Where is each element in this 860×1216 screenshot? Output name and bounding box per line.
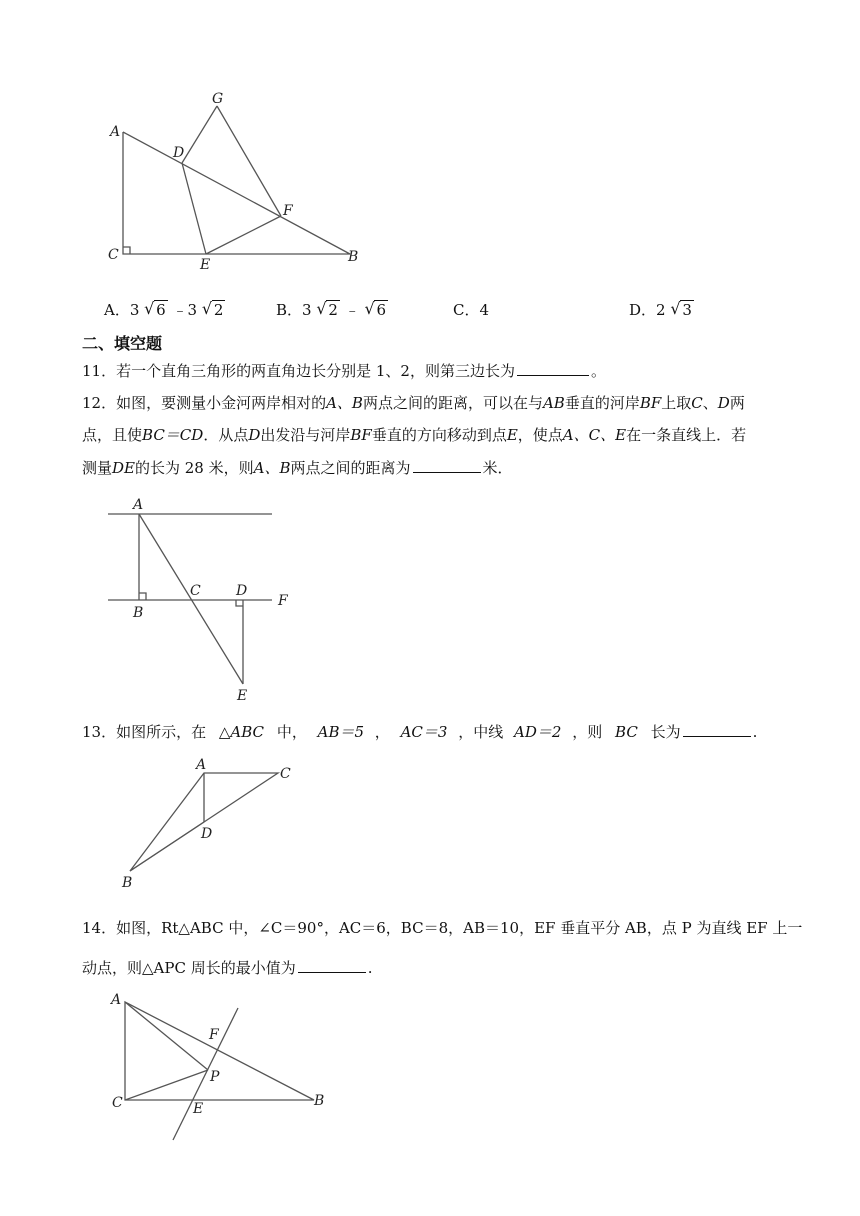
- sqrt-symbol: √ 2: [201, 299, 224, 319]
- q14-end: .: [367, 959, 373, 977]
- q13-label-b: B: [122, 875, 133, 891]
- q12-text: 垂直的方向移动到点: [371, 426, 507, 444]
- option-letter: C．: [453, 301, 480, 319]
- q10-label-b: B: [348, 249, 359, 265]
- q12-text: 上取: [661, 394, 692, 412]
- q12-math: D: [717, 394, 730, 412]
- q14-line-2: [82, 956, 373, 979]
- q13-text-part: 13．如图所示，在: [82, 723, 207, 741]
- q12-math: E: [506, 426, 518, 444]
- q14-label-a: A: [111, 992, 122, 1008]
- q12-line-3: [82, 456, 513, 479]
- q14-label-p: P: [210, 1069, 220, 1085]
- q14-line-ef: [173, 1008, 238, 1140]
- q12-math: A、B: [326, 394, 363, 412]
- section-title: 二、填空题: [82, 334, 163, 353]
- q14-label-b: B: [314, 1093, 325, 1109]
- q12-label-c: C: [190, 583, 201, 599]
- q14-answer-blank[interactable]: [298, 956, 366, 973]
- q10-option-b: [276, 299, 388, 320]
- q12-label-b: B: [133, 605, 144, 621]
- q13-text: [82, 720, 757, 743]
- sqrt-symbol: √ 6: [364, 299, 387, 319]
- q12-text: ，使点: [517, 426, 563, 444]
- q10-figure: [100, 92, 370, 272]
- q12-label-e: E: [237, 688, 248, 704]
- q12-math: D: [248, 426, 261, 444]
- q12-text: 两点之间的距离，可以在与: [362, 394, 543, 412]
- q12-text: ．从点: [203, 426, 249, 444]
- q13-label-d: D: [201, 826, 213, 842]
- q10-label-e: E: [200, 257, 211, 272]
- q12-text: 两: [729, 394, 745, 412]
- q10-segment-dg: [182, 106, 217, 163]
- q10-label-d: D: [173, 145, 185, 161]
- q12-math: DE: [112, 459, 135, 477]
- q13-text-part: ，: [374, 723, 390, 741]
- q10-option-c: [453, 299, 489, 320]
- q12-math: AB: [542, 394, 565, 412]
- q12-math: C: [691, 394, 703, 412]
- q13-text-part: ，则: [572, 723, 603, 741]
- radicand: 3: [682, 301, 692, 319]
- q13-text-part: 中，: [276, 723, 307, 741]
- q13-math: AC＝3: [400, 723, 448, 741]
- q12-text: 米．: [482, 459, 513, 477]
- option-coef: 3: [129, 301, 140, 319]
- q10-triangle-acb: [123, 132, 350, 254]
- q12-text: 垂直的河岸: [564, 394, 640, 412]
- q12-text: 在一条直线上．若: [626, 426, 747, 444]
- q13-math: AB＝5: [317, 723, 365, 741]
- q10-label-g: G: [212, 92, 224, 107]
- option-letter: A．: [104, 301, 130, 319]
- radicand: 2: [328, 301, 338, 319]
- q12-label-f: F: [278, 593, 288, 609]
- option-coef: 3: [302, 301, 312, 319]
- q12-text: 的长为 28 米，则: [135, 459, 254, 477]
- radicand: 6: [156, 301, 166, 319]
- option-letter: D．: [629, 301, 657, 319]
- sqrt-symbol: √ 2: [316, 299, 338, 319]
- q13-text-part: .: [752, 723, 758, 741]
- q12-segment-ae: [139, 514, 243, 684]
- q12-text: 、: [702, 394, 718, 412]
- q14-text-line-1: 14．如图，Rt△ABC 中，∠C＝90°，AC＝6，BC＝8，AB＝10，EF 垂直平分 AB，点 P 为直线 EF 上一: [82, 919, 803, 937]
- q12-line-1: [82, 392, 745, 414]
- option-letter: B．: [276, 301, 303, 319]
- q10-label-c: C: [108, 247, 119, 263]
- option-text: 4: [479, 301, 490, 319]
- q13-text-part: 长为: [650, 723, 681, 741]
- q12-answer-blank[interactable]: [413, 456, 481, 473]
- q14-label-e: E: [193, 1101, 204, 1117]
- q13-label-c: C: [280, 766, 291, 782]
- q10-option-a: [104, 299, 225, 320]
- q12-right-angle-d: [236, 600, 243, 606]
- q12-text: 出发沿与河岸: [260, 426, 351, 444]
- q12-math: BF: [639, 394, 662, 412]
- option-operator: ﹣3: [172, 301, 198, 319]
- q11-text: [82, 359, 606, 382]
- sqrt-symbol: √ 3: [670, 299, 692, 319]
- q14-triangle-abc: [125, 1002, 314, 1100]
- q12-line-2: [82, 424, 746, 446]
- radicand: 6: [376, 301, 387, 319]
- q11-prompt: 11．若一个直角三角形的两直角边长分别是 1、2，则第三边长为: [82, 362, 515, 380]
- q12-math: A、C、E: [562, 426, 627, 444]
- q14-label-c: C: [112, 1095, 123, 1111]
- q13-figure: [110, 756, 300, 892]
- q11-end: 。: [590, 362, 606, 380]
- q10-label-f: F: [283, 203, 293, 219]
- q12-math: BC＝CD: [142, 426, 204, 444]
- q12-math: A、B: [253, 459, 291, 477]
- sqrt-symbol: √ 6: [144, 299, 166, 319]
- q14-figure: [100, 990, 340, 1150]
- q13-text-part: ，中线: [458, 723, 504, 741]
- q12-text: 点，且使: [82, 426, 143, 444]
- q12-math: BF: [350, 426, 372, 444]
- q14-line-1: [82, 917, 802, 939]
- q13-answer-blank[interactable]: [683, 720, 751, 737]
- radicand: 2: [213, 301, 224, 319]
- q12-label-a: A: [133, 497, 144, 513]
- q10-right-angle-mark: [123, 247, 130, 254]
- q12-figure: [100, 494, 300, 706]
- q13-segment-bd: [130, 822, 204, 871]
- q13-math: AD＝2: [514, 723, 562, 741]
- q13-label-a: A: [196, 757, 207, 773]
- q13-math: BC: [615, 723, 638, 741]
- q12-right-angle-b: [139, 593, 146, 600]
- q10-segment-de: [182, 163, 206, 254]
- option-coef: 2: [656, 301, 666, 319]
- q12-text: 12．如图，要测量小金河两岸相对的: [82, 394, 327, 412]
- q11-answer-blank[interactable]: [517, 359, 589, 376]
- q14-label-f: F: [209, 1027, 219, 1043]
- q14-text-line-2: 动点，则△APC 周长的最小值为: [82, 959, 296, 977]
- q10-segment-ef: [206, 216, 281, 254]
- q12-label-d: D: [236, 583, 248, 599]
- q13-math: △ABC: [218, 723, 265, 741]
- option-operator: ﹣: [344, 301, 360, 319]
- q10-option-d: [629, 299, 694, 320]
- q12-text: 两点之间的距离为: [290, 459, 411, 477]
- q14-segment-ap: [125, 1002, 208, 1070]
- q10-label-a: A: [110, 124, 121, 140]
- q12-text: 测量: [82, 459, 113, 477]
